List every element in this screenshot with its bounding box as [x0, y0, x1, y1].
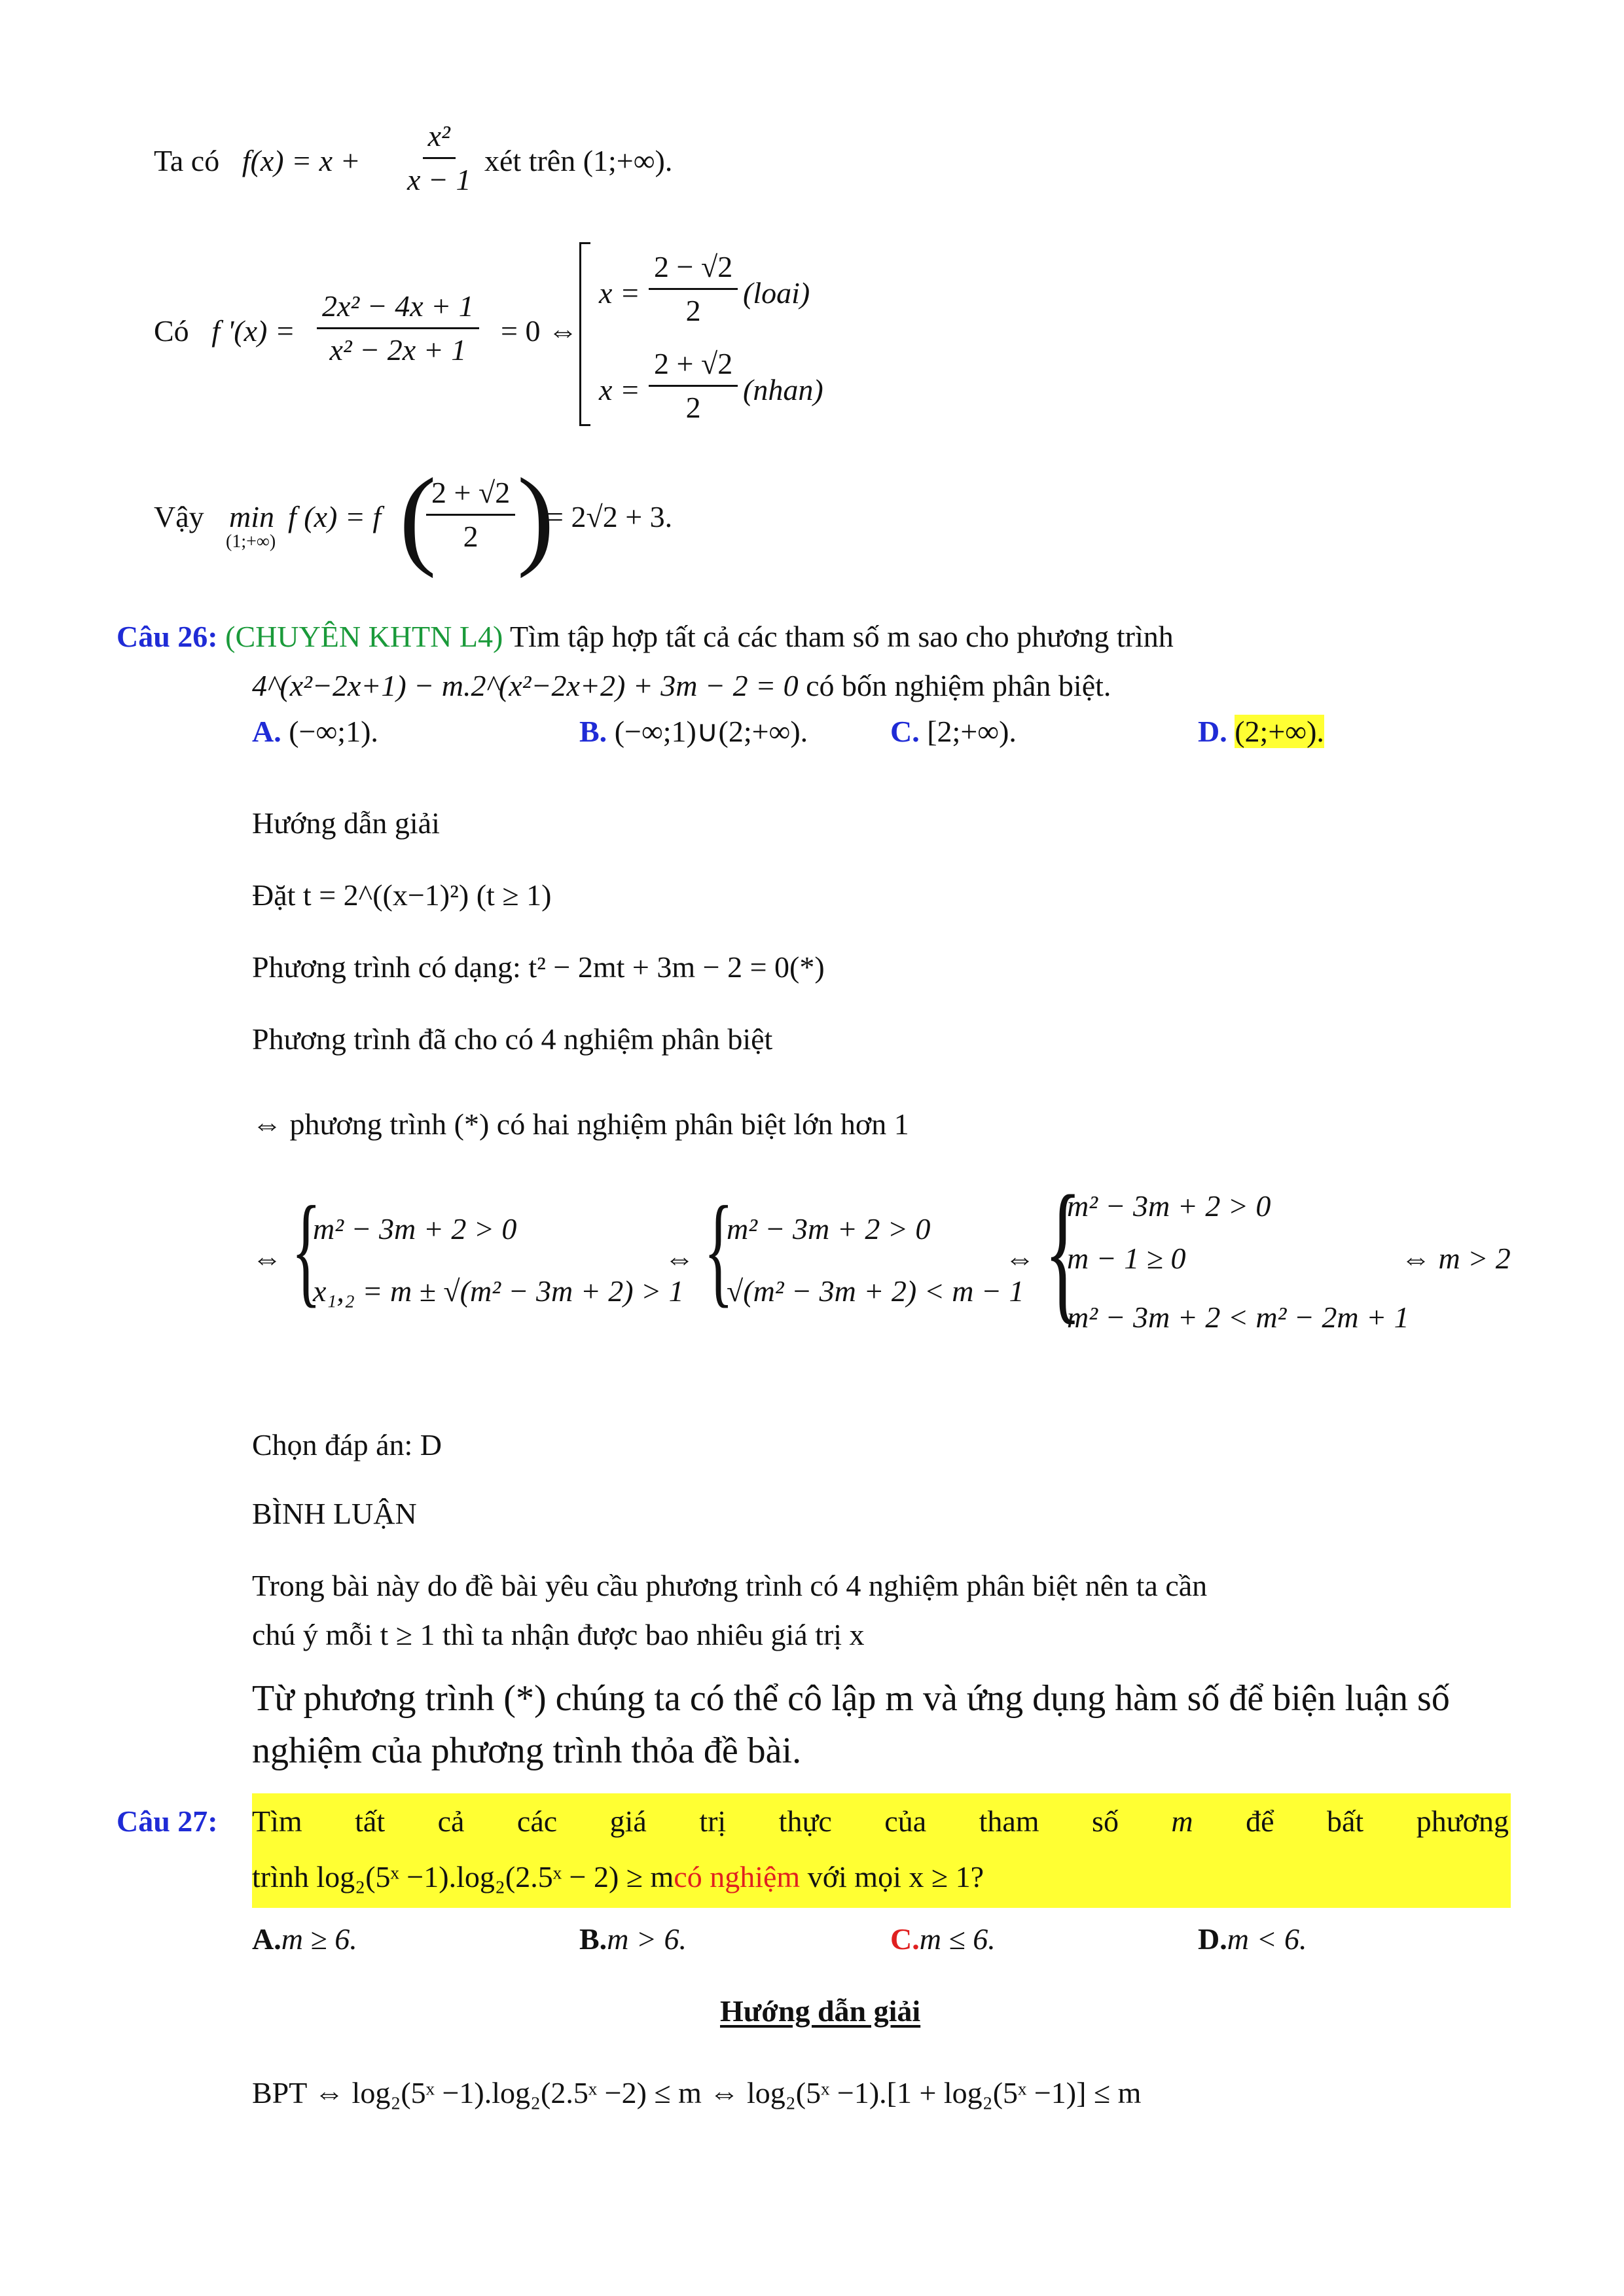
root2-lhs: x = [599, 373, 640, 406]
min-num: 2 + √2 [426, 475, 515, 516]
paren-open: ( [399, 456, 437, 579]
q26-header [117, 619, 1174, 655]
root2-num: 2 + √2 [649, 346, 738, 387]
bracket-roots [579, 242, 590, 426]
min-label: min [229, 500, 274, 533]
root1-num: 2 − √2 [649, 249, 738, 290]
q26-label: Câu 26: [117, 620, 218, 653]
sys3-b: m − 1 ≥ 0 [1067, 1242, 1186, 1275]
intro-domain: xét trên (1;+∞). [484, 144, 673, 177]
sys3-a: m² − 3m + 2 > 0 [1067, 1189, 1271, 1223]
q26-set-t: Đặt t = 2^((x−1)²) (t ≥ 1) [252, 878, 552, 912]
q26-comment-3: Từ phương trình (*) chúng ta có thể cô lập m và ứng dụng hàm số để biện luận số [252, 1678, 1450, 1719]
q26-option-d-letter: D. [1198, 715, 1227, 748]
q27-option-c-letter: C. [890, 1922, 920, 1956]
intro-line-2 [154, 313, 295, 350]
q26-option-d-value: (2;+∞). [1235, 715, 1324, 748]
root1-fraction [645, 249, 742, 329]
q26-equiv: ⇔ phương trình (*) có hai nghiệm phân biệt lớn hơn 1 [252, 1107, 909, 1141]
q27-option-b-value: m > 6. [607, 1922, 687, 1956]
brace-3: { [1044, 1163, 1082, 1337]
q27-guide: Hướng dẫn giải [720, 1994, 921, 2028]
q27-inequality: trình log₂(5ˣ −1).log₂(2.5ˣ − 2) ≥ m [252, 1860, 674, 1893]
fprime-definition: f '(x) = [211, 314, 295, 348]
q26-option-a-value: (−∞;1). [289, 715, 378, 748]
q26-equation-line [252, 668, 1111, 704]
q26-choose: Chọn đáp án: D [252, 1428, 442, 1462]
q27-option-b[interactable] [579, 1921, 687, 1958]
min-subscript: (1;+∞) [226, 531, 276, 552]
fraction-denominator: x − 1 [407, 163, 471, 196]
root2-den: 2 [685, 391, 701, 424]
sys2-a: m² − 3m + 2 > 0 [727, 1212, 931, 1246]
q26-eq-tail: có bốn nghiệm phân biệt. [806, 669, 1111, 702]
min-den: 2 [463, 520, 478, 553]
text-vay: Vậy [154, 500, 204, 533]
root1-tag: (loai) [743, 276, 810, 310]
root2-fraction [645, 346, 742, 426]
q26-comment-title: BÌNH LUẬN [252, 1497, 417, 1530]
iff-1: ⇔ [252, 1242, 282, 1275]
q27-bpt: BPT ⇔ log₂(5ˣ −1).log₂(2.5ˣ −2) ≤ m ⇔ log₂(5ˣ −1).[1 + log₂(5ˣ −1)] ≤ m [252, 2076, 1142, 2109]
q27-word: các [516, 1804, 558, 1838]
q27-word: giá [609, 1804, 647, 1838]
eq-zero: = 0 ⇔ [501, 314, 578, 348]
q27-option-a[interactable] [252, 1921, 357, 1958]
q27-line-1 [252, 1803, 1509, 1840]
q26-guide: Hướng dẫn giải [252, 806, 440, 840]
q26-option-c-value: [2;+∞). [927, 715, 1017, 748]
q26-option-a-letter: A. [252, 715, 281, 748]
q26-option-c-letter: C. [890, 715, 920, 748]
fraction-fprime [313, 288, 483, 368]
sys1-b: x₁,₂ = m ± √(m² − 3m + 2) > 1 [313, 1274, 684, 1308]
q26-source: (CHUYÊN KHTN L4) [225, 620, 503, 653]
text-ta-co: Ta có [154, 144, 220, 177]
min-f-of-x: f (x) = f [288, 500, 382, 533]
q27-word: Tìm [252, 1804, 302, 1838]
q26-final: ⇔ m > 2 [1401, 1242, 1511, 1275]
q26-option-c[interactable] [890, 713, 1017, 750]
q26-option-b-value: (−∞;1)∪(2;+∞). [614, 715, 808, 748]
intro-line-1 [154, 143, 361, 179]
q27-word: phương [1416, 1804, 1509, 1838]
fraction-numerator: x² [423, 118, 456, 159]
fprime-numerator: 2x² − 4x + 1 [317, 288, 479, 329]
root2-tag: (nhan) [743, 373, 823, 406]
q27-word: của [884, 1804, 927, 1838]
iff-2: ⇔ [664, 1242, 695, 1275]
q27-option-d-value: m < 6. [1227, 1922, 1307, 1956]
q27-option-c-value: m ≤ 6. [919, 1922, 996, 1956]
text-co: Có [154, 314, 189, 348]
fprime-denominator: x² − 2x + 1 [329, 333, 467, 367]
root1-lhs: x = [599, 276, 640, 310]
q26-option-a[interactable] [252, 713, 378, 750]
q27-word: trị [699, 1804, 727, 1838]
q27-option-b-letter: B. [579, 1922, 607, 1956]
q27-red-text: có nghiệm [674, 1860, 801, 1893]
sys3-c: m² − 3m + 2 < m² − 2m + 1 [1067, 1300, 1409, 1334]
q26-comment-1: Trong bài này do đề bài yêu cầu phương trình có 4 nghiệm phân biệt nên ta cần [252, 1569, 1208, 1602]
iff-3: ⇔ [1005, 1242, 1035, 1275]
q27-option-d-letter: D. [1198, 1922, 1227, 1956]
q27-word: cả [437, 1804, 465, 1838]
brace-1: { [291, 1181, 321, 1319]
q26-option-b-letter: B. [579, 715, 607, 748]
q26-option-b[interactable] [579, 713, 808, 750]
q26-comment-2: chú ý mỗi t ≥ 1 thì ta nhận được bao nhiêu giá trị x [252, 1618, 865, 1651]
q27-line-2 [252, 1859, 984, 1895]
q27-word: bất [1327, 1804, 1364, 1838]
q27-word: thực [778, 1804, 832, 1838]
sys2-b: √(m² − 3m + 2) < m − 1 [727, 1274, 1024, 1308]
fraction-x2-over-x-1 [398, 118, 480, 198]
q27-word: để [1246, 1804, 1274, 1838]
paren-close: ) [517, 456, 554, 579]
f-definition: f(x) = x + [242, 144, 361, 177]
q27-condition: với mọi x ≥ 1? [800, 1860, 984, 1893]
min-result: = 2√2 + 3. [547, 500, 673, 533]
q26-form: Phương trình có dạng: t² − 2mt + 3m − 2 = 0(*) [252, 950, 825, 984]
q26-option-d[interactable] [1198, 713, 1324, 750]
brace-2: { [704, 1181, 734, 1319]
q26-text: Tìm tập hợp tất cả các tham số m sao cho phương trình [509, 620, 1174, 653]
q27-option-a-value: m ≥ 6. [281, 1922, 357, 1956]
q26-comment-4: nghiệm của phương trình thỏa đề bài. [252, 1731, 802, 1771]
q27-word: tất [355, 1804, 386, 1838]
q27-word: m [1171, 1804, 1193, 1838]
q27-option-c[interactable] [890, 1921, 996, 1958]
q27-option-a-letter: A. [252, 1922, 281, 1956]
q26-four-roots: Phương trình đã cho có 4 nghiệm phân biệt [252, 1022, 773, 1056]
q27-label: Câu 27: [117, 1804, 218, 1838]
min-fraction [422, 475, 519, 555]
q26-equation: 4^(x²−2x+1) − m.2^(x²−2x+2) + 3m − 2 = 0 [252, 669, 799, 702]
root1-den: 2 [685, 294, 701, 327]
sys1-a: m² − 3m + 2 > 0 [313, 1212, 517, 1246]
q27-word: số [1092, 1804, 1119, 1838]
q27-word: tham [979, 1804, 1039, 1838]
q27-option-d[interactable] [1198, 1921, 1307, 1958]
